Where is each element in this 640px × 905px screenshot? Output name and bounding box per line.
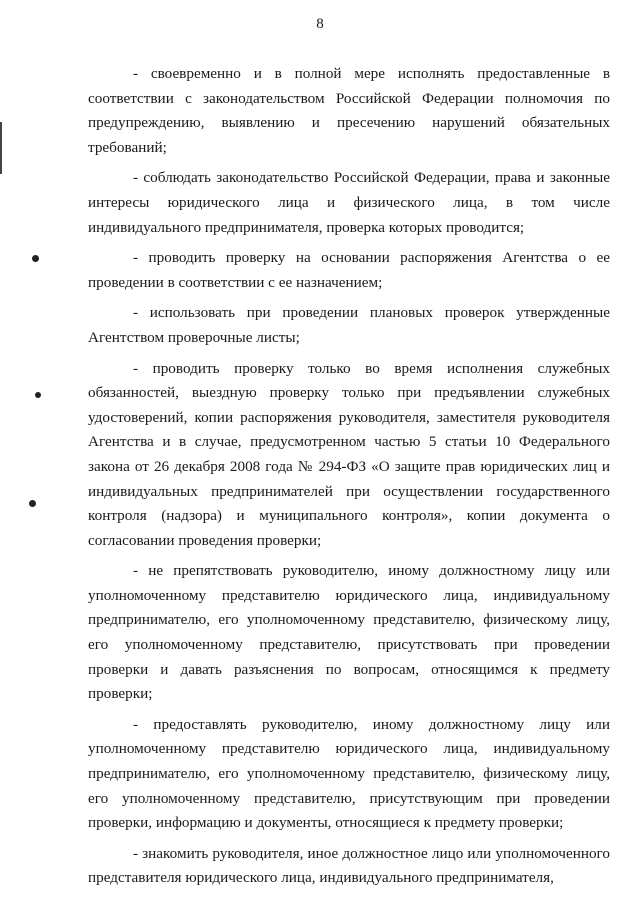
punch-hole-mark [29,500,36,507]
paragraph: - соблюдать законодательство Российской Федерации, права и законные интересы юридического лица и физического лица, в том числе индивидуального предпринимателя, проверка которых проводится; [88,169,610,236]
paragraph: - своевременно и в полной мере исполнять предоставленные в соответствии с законодательством Российской Федерации полномочия по предупреждению, выявлению и пресечению нарушений обязательных требований; [88,65,610,156]
paragraph: - знакомить руководителя, иное должностное лицо или уполномоченного представителя юридического лица, индивидуального предпринимателя, [88,844,610,887]
document-body [88,62,610,891]
paragraph: - не препятствовать руководителю, иному должностному лицу или уполномоченному представителю юридического лица, индивидуальному предпринимателю, его уполномоченному представителю, физическому лицу, его уполномоченному представителю, присутствовать при проведении проверки и давать разъяснения по вопросам, относящимся к предмету проверки; [88,562,610,703]
paragraph: - предоставлять руководителю, иному должностному лицу или уполномоченному представителю юридического лица, индивидуальному предпринимателю, его уполномоченному представителю, физическому лицу, его уполномоченному представителю, присутствующим при проведении проверки, информацию и документы, относящиеся к предмету проверки; [88,715,610,832]
punch-hole-mark [32,255,39,262]
punch-hole-mark [35,392,41,398]
page-number: 8 [316,16,324,32]
scan-edge-mark [0,122,2,174]
paragraph: - использовать при проведении плановых проверок утвержденные Агентством проверочные листы; [88,304,610,346]
paragraph: - проводить проверку только во время исполнения служебных обязанностей, выездную проверку только при предъявлении служебных удостоверений, копии распоряжения руководителя, заместителя руководителя Агентства и в случае, предусмотренном частью 5 статьи 10 Федерального закона от 26 декабря 2008 года № 294-ФЗ «О защите прав юридических лиц и индивидуальных предпринимателей при осуществлении государственного контроля (надзора) и муниципального контроля», копии документа о согласовании проведения проверки; [88,359,610,549]
paragraph: - проводить проверку на основании распоряжения Агентства о ее проведении в соответствии с ее назначением; [88,249,610,291]
